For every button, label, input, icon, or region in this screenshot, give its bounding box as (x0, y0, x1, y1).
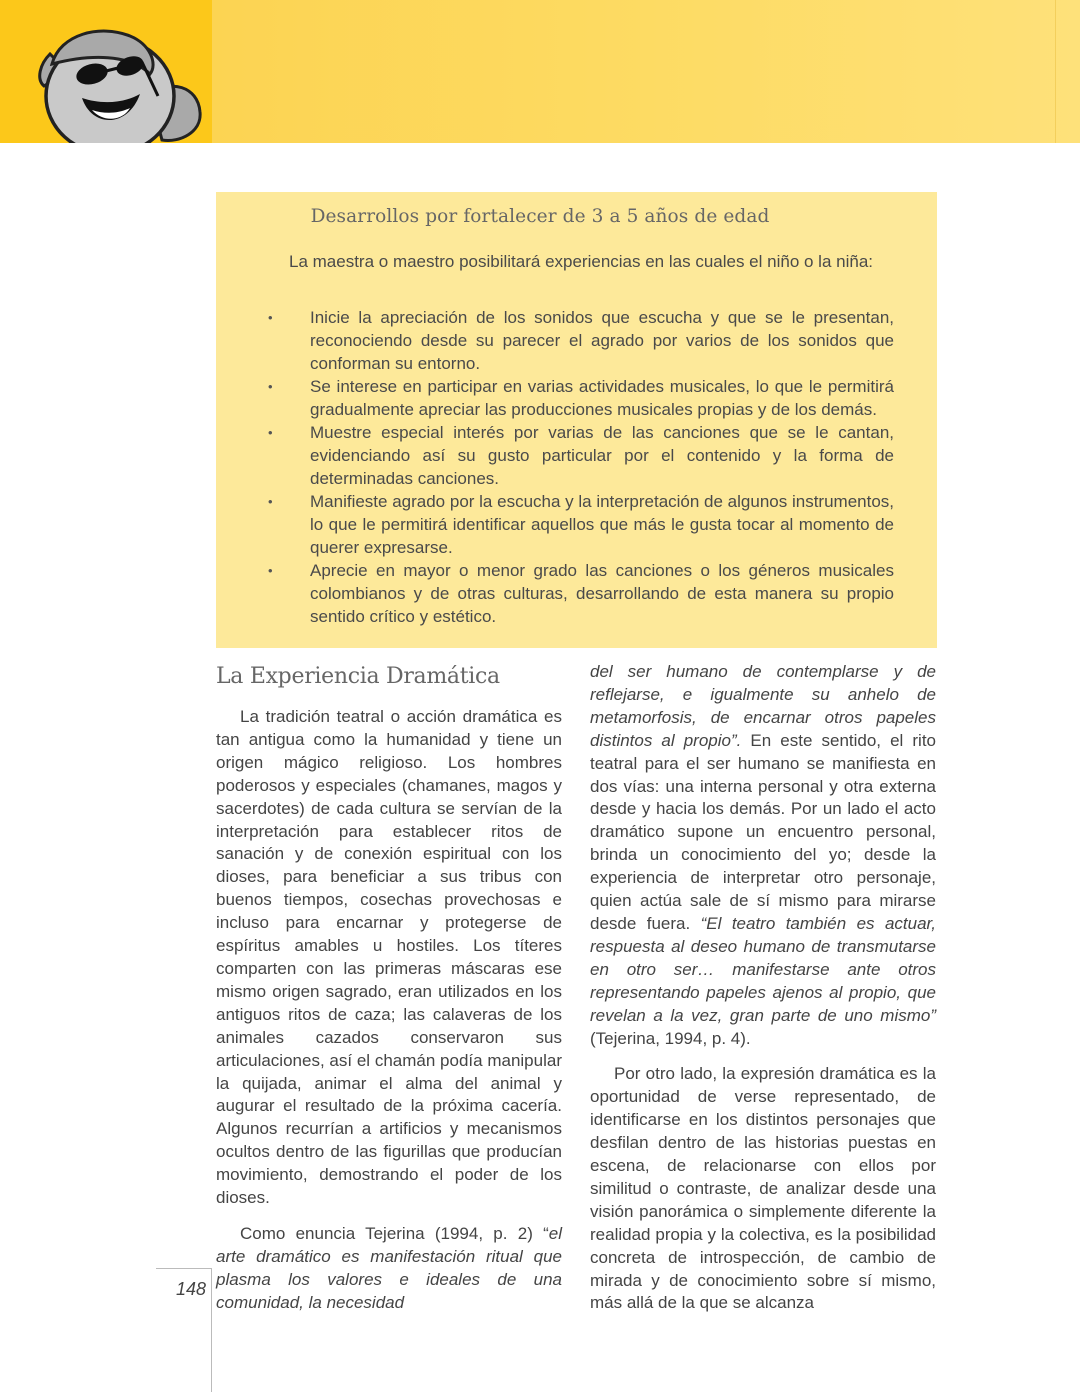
left-column (216, 706, 562, 1315)
footer-rule (156, 1268, 212, 1269)
box-content (216, 192, 937, 648)
box-title: Desarrollos por fortalecer de 3 a 5 años de edad (310, 206, 770, 227)
paragraph: La tradición teatral o acción dramática es tan antigua como la humanidad y tiene un origen mágico religioso. Los hombres poderosos y especiales (chamanes, magos y sacerdotes) de cada cultura se servían de la interpretación para establecer ritos de sanación y de conexión espiritual con los dioses, para beneficiar a sus tribus con buenos tiempos, cosechas provechosas e incluso para encarnar y protegerse de espíritus amables u hostiles. Los títeres comparten con las primeras máscaras ese mismo origen sagrado, eran utilizados en los antiguos ritos de caza; las calaveras de los animales cazados conservaron sus articulaciones, así el chamán podía manipular la quijada, animar el alma del animal y augurar el resultado de la próxima cacería. Algunos recurrían a artificios y mecanismos ocultos dentro de las figurillas que producían movimiento, demostrando el poder de los dioses. (216, 707, 562, 1208)
development-list (268, 306, 894, 628)
quote: del ser humano de contemplarse y de reflejarse, e igualmente su anhelo de metamorfosis, de encarnar otros papeles distintos al propio”. (590, 662, 936, 750)
paragraph (590, 661, 936, 1050)
list-item: • Aprecie en mayor o menor grado las canciones o los géneros musicales colombianos y de otras culturas, desarrollando de esta manera su propio sentido crítico y estético. (268, 559, 894, 628)
cartoon-face-sunglasses-icon (30, 24, 206, 143)
paragraph (216, 1223, 562, 1315)
list-item: • Muestre especial interés por varias de las canciones que se le cantan, evidenciando así su gusto particular por el contenido y la forma de determinadas canciones. (268, 421, 894, 490)
list-item: • Manifieste agrado por la escucha y la interpretación de algunos instrumentos, lo que le permitirá identificar aquellos que más le gusta tocar al momento de querer expresarse. (268, 490, 894, 559)
quote: el arte dramático es manifestación ritual que plasma los valores e ideales de una comunidad, la necesidad (216, 1223, 562, 1312)
box-intro: La maestra o maestro posibilitará experiencias en las cuales el niño o la niña: (289, 252, 873, 271)
list-item: • Se interese en participar en varias actividades musicales, lo que le permitirá gradualmente apreciar las producciones musicales propias y de los demás. (268, 375, 894, 421)
list-item: • Inicie la apreciación de los sonidos que escucha y que se le presentan, reconociendo desde su parecer el agrado por varios de los sonidos que conforman su entorno. (268, 306, 894, 375)
citation: (Tejerina, 1994, p. 4). (590, 1028, 751, 1048)
header-edge-line (1055, 0, 1056, 143)
paragraph-text: En este sentido, el rito teatral para el ser humano se manifiesta en dos vías: una interna personal y otra externa desde y hacia los demás. Por un lado el acto dramático supone un encuentro personal, brinda un conocimiento del yo; desde la experiencia de interpretar otro personaje, quien actúa sale de sí mismo para mirarse desde fuera. (590, 730, 937, 933)
right-column (590, 661, 936, 1315)
paragraph-lead: Como enuncia Tejerina (1994, p. 2) “ (240, 1223, 549, 1243)
paragraph: Por otro lado, la expresión dramática es la oportunidad de verse representado, de identificarse en los distintos personajes que desfilan dentro de las historias puestas en escena, de relacionarse con ellos por similitud o contraste, de analizar desde una visión panorámica o simplemente diferente la realidad propia y la colectiva, es la posibilidad concreta de introspección, de cambio de mirada y de conocimiento sobre sí mismo, más allá de la que se alcanza (590, 1064, 936, 1313)
page-number: 148 (176, 1279, 207, 1299)
footer-divider (211, 1268, 212, 1392)
section-title: La Experiencia Dramática (216, 664, 500, 689)
quote: “El teatro también es actuar, respuesta al deseo humano de transmutarse en otro ser… manifestarse ante otros representando papeles ajenos al propio, que revelan a la vez, gran parte de uno mismo” (590, 913, 936, 1025)
